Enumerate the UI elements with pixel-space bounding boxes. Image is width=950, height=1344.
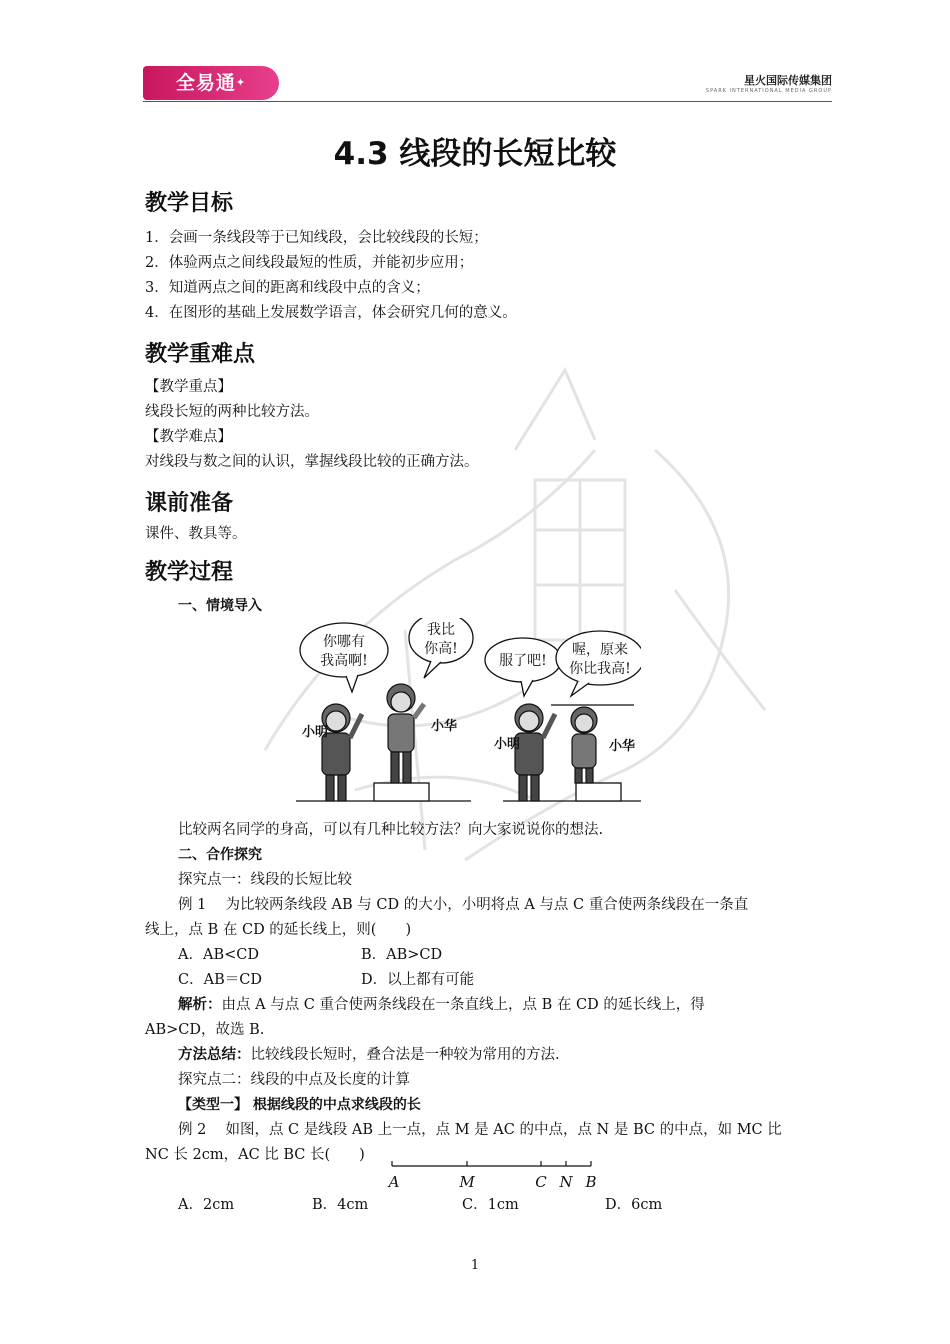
intro-question: 比较两名同学的身高，可以有几种比较方法？向大家说说你的想法. — [178, 822, 604, 838]
goal-item-4: 4．在图形的基础上发展数学语言，体会研究几何的意义。 — [145, 305, 517, 321]
ex2-option-a: A．2cm — [178, 1197, 235, 1213]
ex1-option-b: B．AB>CD — [361, 947, 443, 963]
ex2-option-b: B．4cm — [312, 1197, 369, 1213]
step-box-right — [576, 783, 621, 801]
analysis-paragraph — [178, 995, 705, 1015]
example2-line1: 例 2 如图，点 C 是线段 AB 上一点，点 M 是 AC 的中点，点 N 是 BC 的中点，如 MC 比 — [178, 1122, 782, 1138]
figure-xiaohua-2 — [571, 707, 597, 783]
type1-text: 根据线段的中点求线段的长 — [248, 1097, 421, 1113]
part2-label: 二、合作探究 — [178, 847, 262, 863]
brand-en: SPARK INTERNATIONAL MEDIA GROUP — [705, 88, 832, 94]
figure-xiaohua-1 — [387, 684, 424, 783]
name-label-xiaoming-2: 小明 — [494, 737, 521, 752]
point-label-c: C — [535, 1173, 547, 1191]
ex1-option-a: A．AB<CD — [178, 947, 259, 963]
step-box-left — [374, 783, 429, 801]
page-number: 1 — [470, 1258, 480, 1273]
figure-xiaoming-1 — [322, 704, 362, 801]
part1-label: 一、情境导入 — [178, 598, 262, 614]
ex2-option-c: C．1cm — [462, 1197, 519, 1213]
point2-label: 探究点二：线段的中点及长度的计算 — [178, 1072, 410, 1088]
name-label-xiaohua-1: 小华 — [431, 719, 458, 734]
ex1-option-c: C．AB＝CD — [178, 972, 262, 988]
bubble2-line2: 你高! — [424, 641, 458, 657]
analysis-line1: 由点 A 与点 C 重合使两条线段在一条直线上，点 B 在 CD 的延长线上，得 — [221, 997, 705, 1013]
publisher-brand — [706, 72, 832, 94]
figure-xiaoming-2 — [515, 704, 555, 801]
point1-label: 探究点一：线段的长短比较 — [178, 872, 352, 888]
point-label-m: M — [459, 1173, 475, 1191]
goal-item-1: 1．会画一条线段等于已知线段，会比较线段的长短； — [145, 230, 488, 246]
goal-item-2: 2．体验两点之间线段最短的性质，并能初步应用； — [145, 255, 474, 271]
difficulty-label: 【教学难点】 — [145, 429, 232, 445]
segment-figure — [384, 1156, 599, 1198]
name-label-xiaoming-1: 小明 — [302, 725, 329, 740]
brand-cn: 星火国际传媒集团 — [744, 74, 832, 87]
ex1-option-d: D．以上都有可能 — [361, 972, 475, 988]
example2-line2: NC 长 2cm，AC 比 BC 长( ) — [145, 1147, 365, 1163]
name-label-xiaohua-2: 小华 — [609, 739, 636, 754]
difficulty-text: 对线段与数之间的认识，掌握线段比较的正确方法。 — [145, 454, 479, 470]
point-label-n: N — [559, 1173, 573, 1191]
prep-text: 课件、教具等。 — [145, 526, 247, 542]
heading-process: 教学过程 — [145, 560, 234, 585]
bubble1-line2: 我高啊! — [320, 653, 368, 669]
method-label: 方法总结： — [178, 1047, 251, 1063]
example1-line1: 例 1 为比较两条线段 AB 与 CD 的大小，小明将点 A 与点 C 重合使两条线段在一条直 — [178, 897, 749, 913]
type1-label: 【类型一】 — [178, 1097, 248, 1113]
point-label-b: B — [585, 1173, 597, 1191]
page-title: 4.3 线段的长短比较 — [333, 136, 617, 172]
heading-keypoints: 教学重难点 — [145, 342, 256, 367]
focus-label: 【教学重点】 — [145, 379, 232, 395]
ex2-option-d: D．6cm — [605, 1197, 663, 1213]
logo-text: 全易通 — [175, 72, 236, 94]
focus-text: 线段长短的两种比较方法。 — [145, 404, 319, 420]
heading-prep: 课前准备 — [145, 491, 234, 516]
analysis-label: 解析： — [178, 997, 222, 1013]
example1-line2: 线上，点 B 在 CD 的延长线上，则( ) — [145, 922, 412, 938]
brand-logo — [143, 66, 279, 100]
bubble4-line1: 喔，原来 — [572, 642, 628, 658]
header-divider — [143, 101, 832, 102]
heading-goals: 教学目标 — [145, 191, 234, 216]
method-paragraph — [178, 1045, 560, 1065]
sparkle-icon: ✦ — [235, 76, 247, 89]
bubble1-line1: 你哪有 — [323, 634, 365, 650]
point-label-a: A — [388, 1173, 400, 1191]
bubble2-line1: 我比 — [427, 622, 455, 638]
height-comparison-illustration — [296, 618, 641, 808]
bubble3-text: 服了吧! — [499, 653, 547, 669]
analysis-line2: AB>CD，故选 B. — [145, 1022, 265, 1038]
goal-item-3: 3．知道两点之间的距离和线段中点的含义； — [145, 280, 430, 296]
method-text: 比较线段长短时，叠合法是一种较为常用的方法. — [250, 1047, 560, 1063]
type1-heading — [178, 1095, 421, 1115]
bubble4-line2: 你比我高! — [569, 661, 631, 677]
